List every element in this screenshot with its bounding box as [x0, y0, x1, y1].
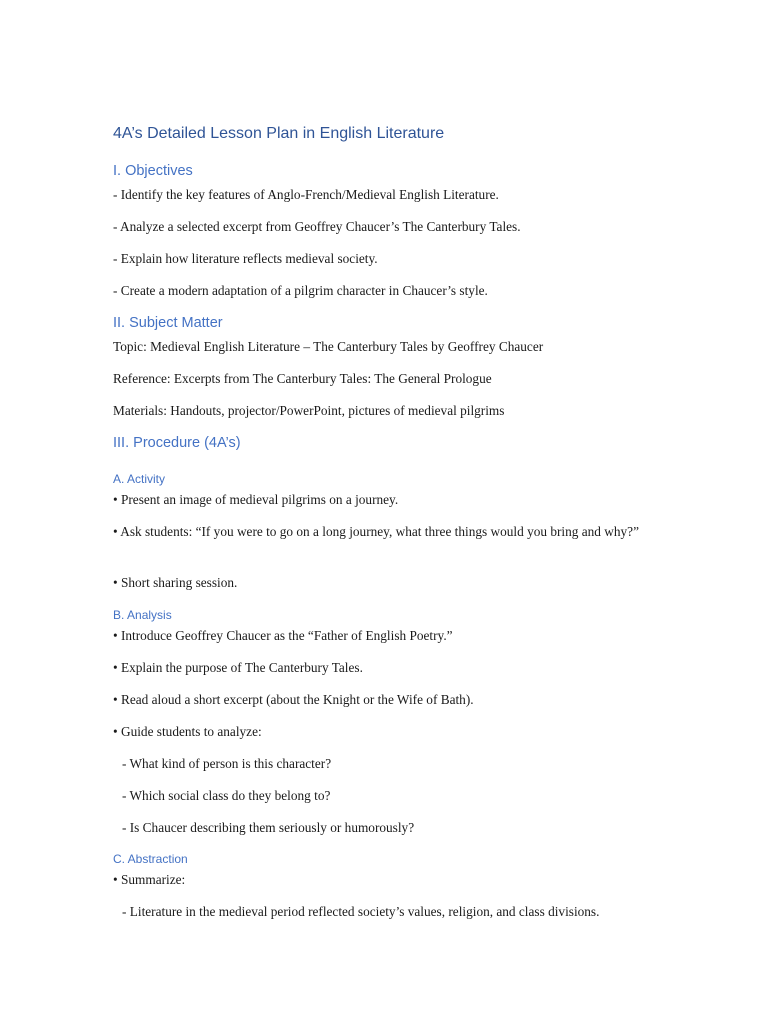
objectives-heading: I. Objectives	[113, 163, 193, 179]
analysis-item: • Read aloud a short excerpt (about the Knight or the Wife of Bath).	[113, 692, 474, 707]
analysis-item: • Guide students to analyze:	[113, 724, 262, 739]
procedure-heading: III. Procedure (4A’s)	[113, 435, 241, 451]
objective-item: - Analyze a selected excerpt from Geoffrey Chaucer’s The Canterbury Tales.	[113, 219, 521, 234]
topic-line: Topic: Medieval English Literature – The Canterbury Tales by Geoffrey Chaucer	[113, 339, 544, 354]
abstraction-sub-item: - Literature in the medieval period reflected society’s values, religion, and class divisions.	[122, 904, 600, 919]
document-title: 4A’s Detailed Lesson Plan in English Literature	[113, 125, 445, 142]
analysis-item: • Introduce Geoffrey Chaucer as the “Father of English Poetry.”	[113, 628, 453, 643]
analysis-sub-item: - Which social class do they belong to?	[122, 788, 331, 803]
reference-line: Reference: Excerpts from The Canterbury Tales: The General Prologue	[113, 371, 492, 386]
objective-item: - Explain how literature reflects medieval society.	[113, 251, 378, 266]
activity-item: • Present an image of medieval pilgrims on a journey.	[113, 492, 399, 507]
analysis-heading: B. Analysis	[113, 608, 172, 622]
materials-line: Materials: Handouts, projector/PowerPoint, pictures of medieval pilgrims	[113, 403, 505, 418]
analysis-sub-item: - Is Chaucer describing them seriously or humorously?	[122, 820, 415, 835]
abstraction-heading: C. Abstraction	[113, 852, 188, 866]
objective-item: - Create a modern adaptation of a pilgrim character in Chaucer’s style.	[113, 283, 488, 298]
activity-item: • Ask students: “If you were to go on a long journey, what three things would you bring and why?”	[113, 524, 639, 539]
analysis-item: • Explain the purpose of The Canterbury Tales.	[113, 660, 363, 675]
abstraction-item: • Summarize:	[113, 872, 186, 887]
analysis-sub-item: - What kind of person is this character?	[122, 756, 332, 771]
activity-heading: A. Activity	[113, 472, 166, 486]
objective-item: - Identify the key features of Anglo-French/Medieval English Literature.	[113, 187, 499, 202]
activity-item: • Short sharing session.	[113, 575, 238, 590]
subject-matter-heading: II. Subject Matter	[113, 315, 223, 331]
